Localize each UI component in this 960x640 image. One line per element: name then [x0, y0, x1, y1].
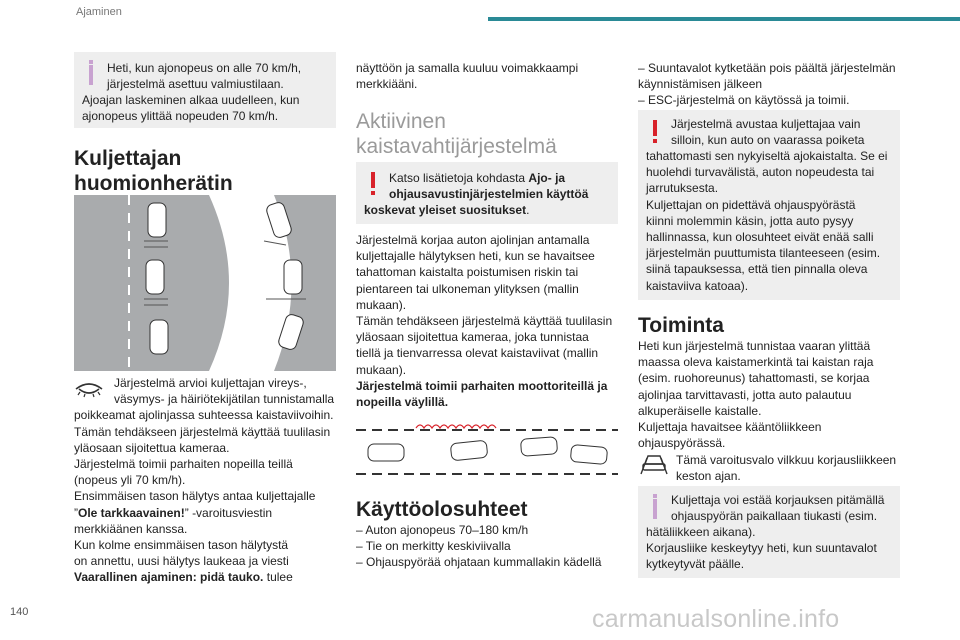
lane-warning-light-icon — [638, 452, 670, 478]
warning-icon — [371, 172, 375, 188]
column3-continuation: – Suuntavalot kytketään pois päältä järjestelmän käynnistämisen jälkeen – ESC-järjestelmä on käytössä ja toimii. — [638, 61, 896, 108]
operation-text: Heti kun järjestelmä tunnistaa vaaran ylittää maassa oleva kaistamerkintä tai kaistan raja (esim. ruohoreunus) tahattomasti, se korjaa ajolinjaa tarvittavasti, jotta auto palautuu alkuperäiselle kaistalle. Kuljettaja havaitsee kääntöliikkeen ohjauspyörässä. — [638, 339, 874, 451]
watermark: carmanualsonline.info — [592, 605, 840, 633]
lane-correction-illustration — [356, 418, 618, 478]
driver-attention-text: Järjestelmä arvioi kuljettajan vireys-, väsymys- ja häiriötekijätilan tunnistamalla poikkeamat ajolinjassa suhteessa kaistaviivoihin. Tämän tehdäkseen järjestelmä käyttää tuulilasin yläosaan sijoitettua kameraa. Järjestelmä toimii parhaiten nopeilla teillä (nopeus yli 70 km/h). Ensimmäisen tason hälytys antaa kuljettajalle ”Ole tarkkaavainen!” -varoitusviestin merkkiäänen kanssa. Kun kolme ensimmäisen tason hälytystä on annettu, uusi hälytys laukeaa ja viesti Vaarallinen ajaminen: pidä tauko. tulee — [74, 376, 335, 585]
header-accent-bar — [488, 17, 960, 21]
heading-operating-conditions: Käyttöolosuhteet — [356, 498, 528, 521]
heading-driver-attention: Kuljettajan huomionherätin — [74, 147, 233, 195]
section-title: Ajaminen — [76, 6, 122, 18]
info-icon — [89, 65, 93, 85]
lane-keeping-text: Järjestelmä korjaa auton ajolinjan antamalla kuljettajalle hälytyksen heti, kun se havaitsee tahattoman kaistalta poistumisen riskin tai pientareen tai ulkoneman ylityksen (mallin mukaan). Tämän tehdäkseen järjestelmä käyttää tuulilasin yläosaan sijoitettua kameraa, joka tunnistaa tiellä ja tienvarressa olevat kaistaviivat (mallin mukaan). Järjestelmä toimii parhaiten moottoriteillä ja nopeilla väylillä. — [356, 233, 613, 410]
info-box-speed: Heti, kun ajonopeus on alle 70 km/h, järjestelmä asettuu valmiustilaan. Ajoajan laskeminen alkaa uudelleen, kun ajonopeus ylittää nopeuden 70 km/h. — [74, 52, 336, 128]
conditions-list: – Auton ajonopeus 70–180 km/h – Tie on merkitty keskiviivalla – Ohjauspyörää ohjataan kummallakin kädellä — [356, 523, 602, 570]
heading-operation: Toiminta — [638, 314, 724, 337]
info-box-override: Kuljettaja voi estää korjauksen pitämällä ohjauspyörän paikallaan tiukasti (esim. hätäliikkeen aikana). Korjausliike keskeytyy heti, kun suuntavalot kytkeytyvät päälle. — [638, 486, 900, 578]
lane-drift-illustration — [74, 195, 336, 371]
column2-continuation: näyttöön ja samalla kuuluu voimakkaampi merkkiääni. — [356, 61, 579, 92]
heading-lane-keeping: Aktiivinen kaistavahtijärjestelmä — [356, 110, 557, 158]
warning-box-driver-responsibility: Järjestelmä avustaa kuljettajaa vain silloin, kun auto on vaarassa poiketa tahattomasti sen nykyiseltä ajokaistalta. Se ei huolehdi turvavälistä, auton nopeudesta tai jarrutuksesta. Kuljettajan on pidettävä ohjauspyörästä kiinni molemmin käsin, jotta auto pysyy hallinnassa, kun olosuhteet eivät enää salli järjestelmän puuttumista tilanteeseen (esim. siinä tapauksessa, että tien pinnalla oleva kaistaviiva katoaa). — [638, 110, 900, 300]
warning-light-text: Tämä varoitusvalo vilkkuu korjausliikkeen keston ajan. — [676, 453, 897, 484]
warning-box-recommendations: Katso lisätietoja kohdasta Ajo- ja ohjausavustinjärjestelmien käyttöä koskevat yleiset suositukset. — [356, 162, 618, 224]
warning-icon — [653, 120, 657, 136]
page-number: 140 — [10, 606, 29, 618]
info-icon — [653, 499, 657, 519]
